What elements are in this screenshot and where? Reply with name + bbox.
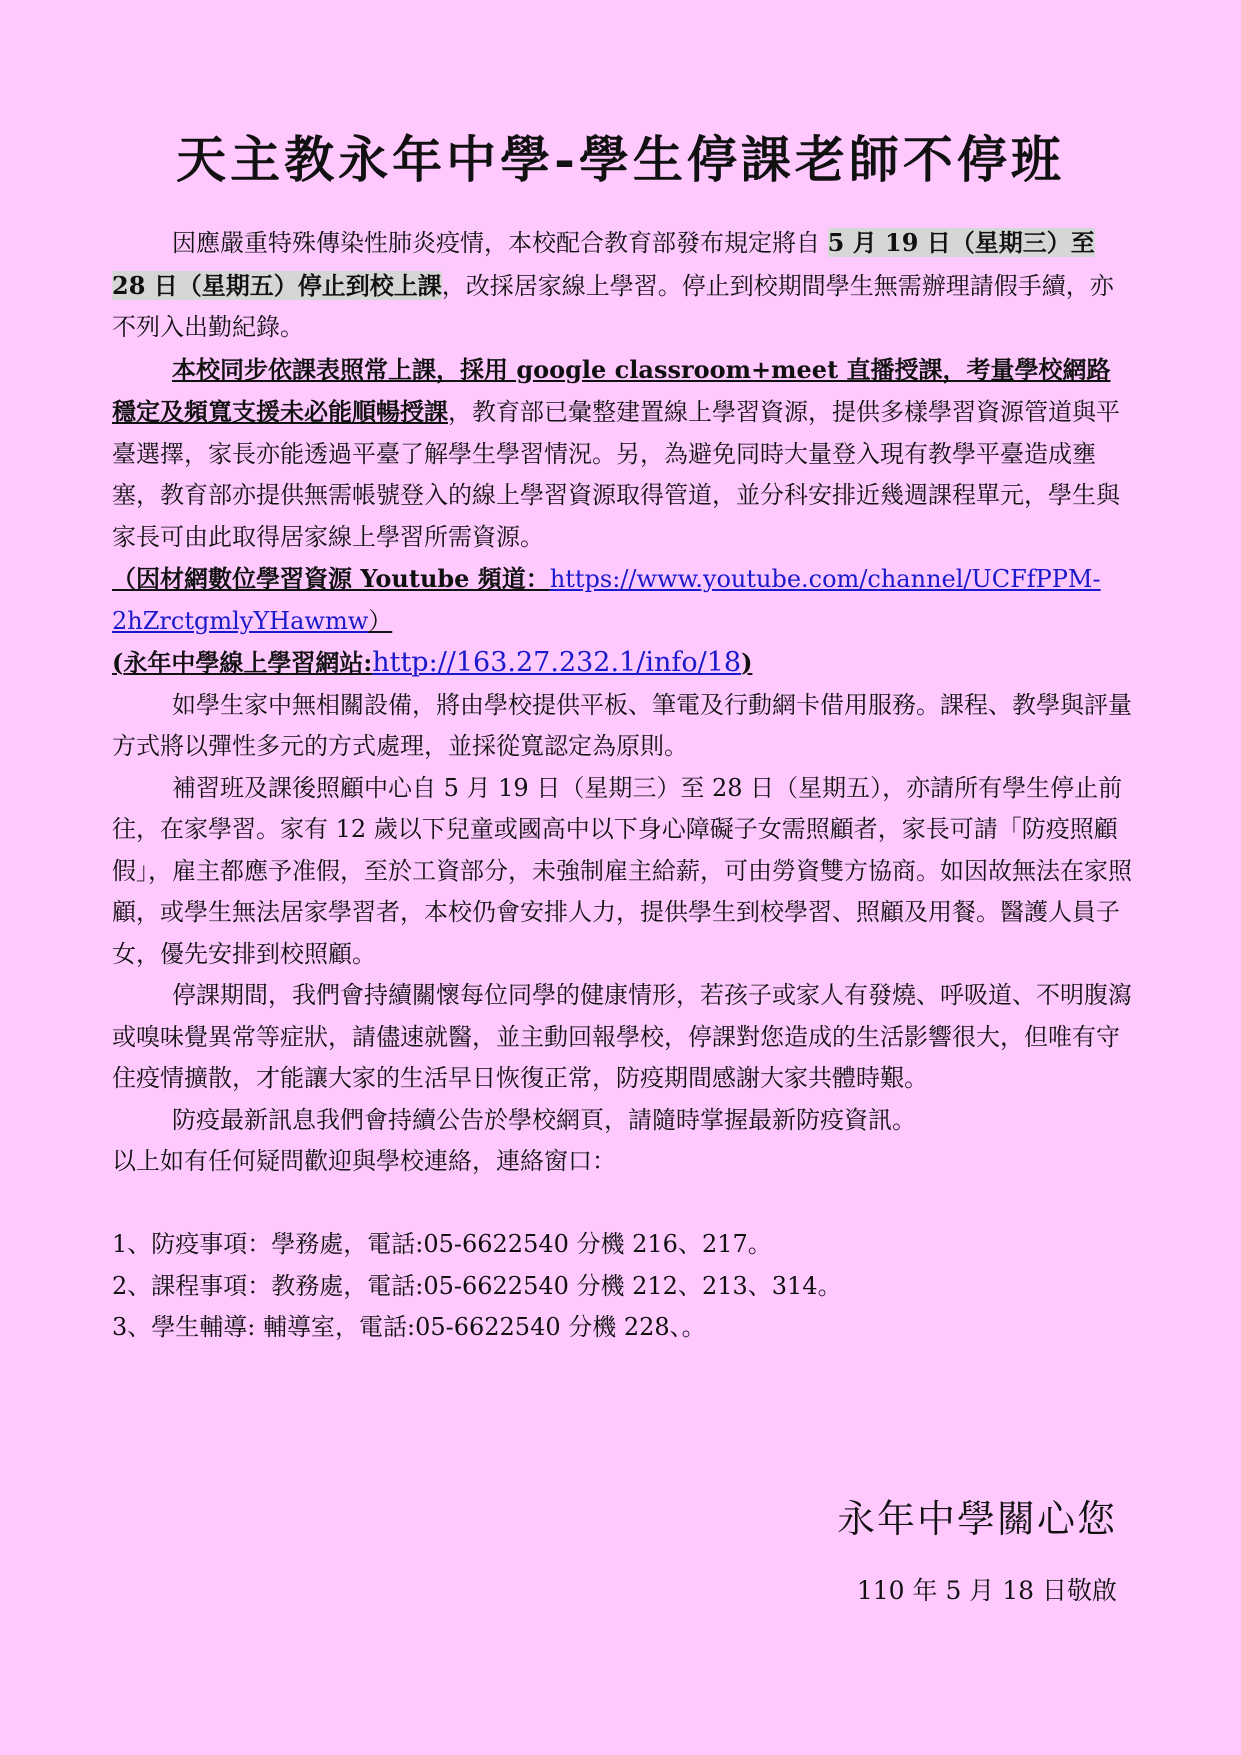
online-resources-text: ，教育部已彙整建置線上學習資源，提供多樣學習資源管道與平臺選擇，家長亦能透過平臺了解學生學習情況。另，為避免同時大量登入現有教學平臺造成壅塞，教育部亦提供無需帳號登入的線上學習資源取得管道，並分科安排近幾週課程單元，學生與家長可由此取得居家線上學習所需資源。 (112, 398, 1120, 551)
youtube-open-paren: （ (112, 564, 136, 593)
spacer (112, 1183, 1132, 1225)
youtube-channel-link[interactable]: https://www.youtube.com/channel/UCFfPPM-2hZrctgmlyYHawmw (112, 565, 1101, 635)
page-title: 天主教永年中學-學生停課老師不停班 (176, 130, 1065, 189)
paragraph-after-school: 補習班及課後照顧中心自 5 月 19 日（星期三）至 28 日（星期五），亦請所有學生停止前往，在家學習。家有 12 歲以下兒童或國高中以下身心障礙子女需照顧者，家長可請「防疫照顧假」，雇主都應予准假，至於工資部分，未強制雇主給薪，可由勞資雙方協商。如因故無法在家照顧，或學生無法居家學習者，本校仍會安排人力，提供學生到校學習、照顧及用餐。醫護人員子女，優先安排到校照顧。 (112, 773, 1132, 968)
contact-item: 2、課程事項：教務處，電話:05-6622540 分機 212、213、314。 (112, 1271, 842, 1300)
paragraph-closure-notice (112, 222, 1132, 349)
school-site-line (112, 642, 1132, 685)
closure-dates-highlight: 5 月 19 日（星期三）至 28 日（星期五）停止到校上課 (112, 228, 1095, 300)
youtube-channel-label: 因材網數位學習資源 Youtube 頻道： (136, 564, 550, 593)
youtube-close-paren: ） (368, 606, 393, 635)
school-site-link[interactable]: http://163.27.232.1/info/18 (372, 647, 742, 678)
paragraph-latest-info: 防疫最新訊息我們會持續公告於學校網頁，請隨時掌握最新防疫資訊。 (172, 1105, 916, 1134)
closure-intro-text: 因應嚴重特殊傳染性肺炎疫情，本校配合教育部發布規定將自 (172, 229, 828, 257)
closure-followup-text: ，改採居家線上學習。停止到校期間學生無需辦理請假手續，亦不列入出勤紀錄。 (112, 271, 1114, 341)
issue-date: 110 年 5 月 18 日敬啟 (856, 1576, 1117, 1605)
paragraph-contact-intro: 以上如有任何疑問歡迎與學校連絡，連絡窗口： (112, 1147, 616, 1175)
contact-item: 3、學生輔導: 輔導室，電話:05-6622540 分機 228、。 (112, 1313, 706, 1341)
school-site-label: 永年中學線上學習網站: (123, 648, 373, 677)
youtube-resource-line (112, 558, 1132, 642)
notice-body (112, 222, 1132, 1349)
contact-item: 1、防疫事項：學務處，電話:05-6622540 分機 216、217。 (112, 1230, 772, 1258)
paragraph-health-care: 停課期間，我們會持續關懷每位同學的健康情形，若孩子或家人有發燒、呼吸道、不明腹瀉或嗅味覺異常等症狀，請儘速就醫，並主動回報學校，停課對您造成的生活影響很大，但唯有守住疫情擴散，才能讓大家的生活早日恢復正常，防疫期間感謝大家共體時艱。 (112, 981, 1132, 1092)
online-class-emphasis: 本校同步依課表照常上課，採用 google classroom+meet 直播授課，考量學校網路穩定及頻寬支援未必能順暢授課 (112, 354, 1111, 426)
school-site-open-paren: ( (112, 648, 124, 677)
signature: 永年中學關心您 (836, 1497, 1117, 1541)
paragraph-device-lending: 如學生家中無相關設備，將由學校提供平板、筆電及行動網卡借用服務。課程、教學與評量方式將以彈性多元的方式處理，並採從寬認定為原則。 (112, 690, 1132, 760)
paragraph-online-learning (112, 349, 1132, 559)
school-site-close-paren: ) (741, 648, 753, 677)
